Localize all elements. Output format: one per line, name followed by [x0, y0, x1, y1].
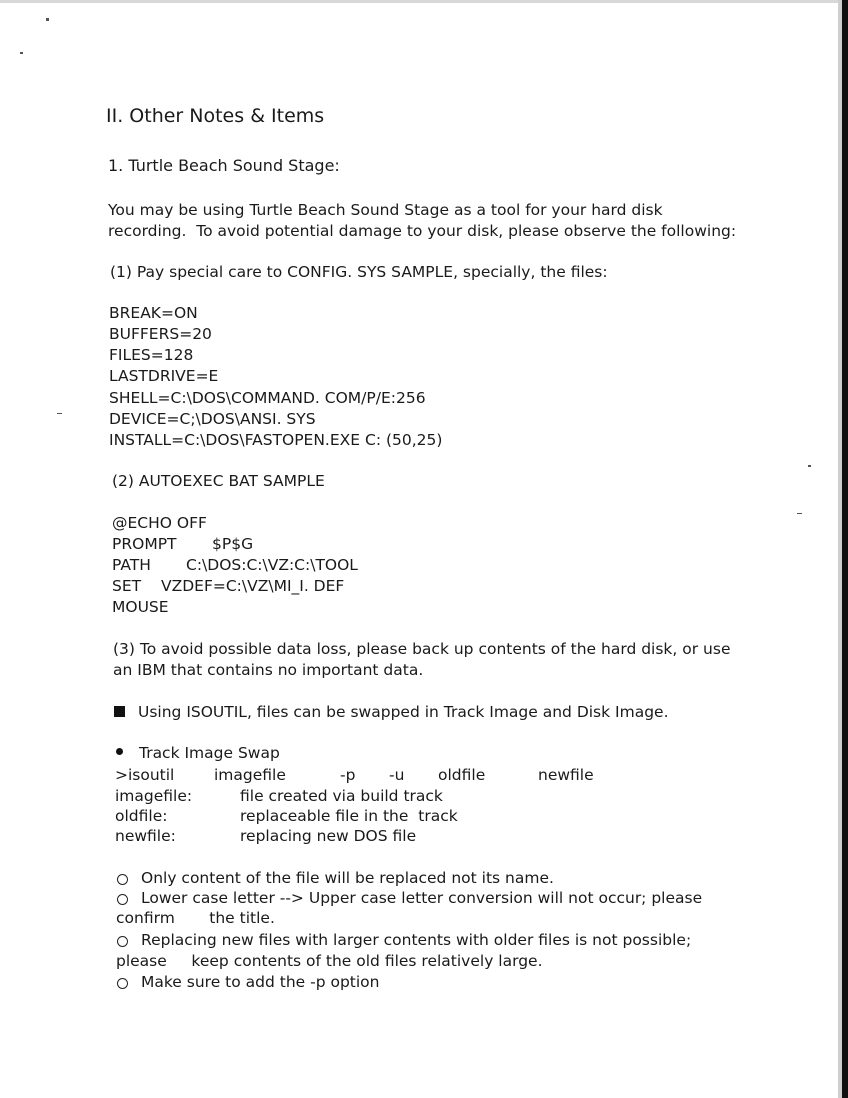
note-line: Lower case letter --> Upper case letter conversion will not occur; please [141, 889, 703, 907]
config-line: BUFFERS=20 [109, 325, 212, 343]
config-line: LASTDRIVE=E [109, 367, 219, 385]
autoexec-prompt-value: $P$G [212, 535, 254, 553]
point-3: (3) To avoid possible data loss, please back up contents of the hard disk, or use [113, 640, 731, 658]
intro-line: recording. To avoid potential damage to your disk, please observe the following: [108, 222, 737, 240]
config-line: SHELL=C:\DOS\COMMAND. COM/P/E:256 [109, 389, 426, 407]
command-arg-newfile: newfile [538, 766, 594, 784]
definition-description: file created via build track [240, 787, 443, 805]
definition-term: imagefile: [115, 787, 193, 805]
section-title: II. Other Notes & Items [106, 105, 325, 127]
note-line: Replacing new files with larger contents with older files is not possible; [141, 931, 692, 949]
autoexec-path-key: PATH [112, 556, 151, 574]
note-line: please keep contents of the old files relatively large. [116, 952, 543, 970]
config-line: DEVICE=C;\DOS\ANSI. SYS [109, 410, 316, 428]
config-line: INSTALL=C:\DOS\FASTOPEN.EXE C: (50,25) [109, 431, 443, 449]
point-2: (2) AUTOEXEC BAT SAMPLE [112, 472, 325, 490]
circle-bullet-icon [117, 894, 128, 905]
scan-speck [797, 513, 802, 514]
isoutil-note: Using ISOUTIL, files can be swapped in Track Image and Disk Image. [138, 703, 669, 721]
track-swap-title: Track Image Swap [139, 744, 280, 762]
command-name: >isoutil [115, 766, 175, 784]
point-3: an IBM that contains no important data. [113, 661, 424, 679]
scan-speck [57, 413, 62, 414]
autoexec-echo: @ECHO OFF [112, 514, 207, 532]
item-title: 1. Turtle Beach Sound Stage: [108, 156, 340, 175]
scan-top-edge [0, 0, 848, 3]
autoexec-path-value: C:\DOS:C:\VZ:C:\TOOL [186, 556, 358, 574]
definition-description: replacing new DOS file [240, 827, 417, 845]
intro-line: You may be using Turtle Beach Sound Stage as a tool for your hard disk [108, 201, 663, 219]
autoexec-set-value: VZDEF=C:\VZ\MI_I. DEF [161, 577, 345, 595]
command-arg-imagefile: imagefile [214, 766, 286, 784]
config-line: FILES=128 [109, 346, 194, 364]
square-bullet-icon [114, 706, 125, 717]
autoexec-prompt-key: PROMPT [112, 535, 177, 553]
note-line: Make sure to add the -p option [141, 973, 380, 991]
command-arg-oldfile: oldfile [438, 766, 486, 784]
scan-speck [46, 18, 49, 21]
definition-term: oldfile: [115, 807, 168, 825]
circle-bullet-icon [117, 978, 128, 989]
note-line: Only content of the file will be replaced not its name. [141, 869, 554, 887]
autoexec-mouse: MOUSE [112, 598, 169, 616]
circle-bullet-icon [117, 874, 128, 885]
autoexec-set-key: SET [112, 577, 142, 595]
definition-term: newfile: [115, 827, 176, 845]
dot-bullet-icon [116, 748, 123, 755]
scan-speck [808, 465, 811, 467]
scan-speck [20, 52, 23, 54]
circle-bullet-icon [117, 936, 128, 947]
point-1: (1) Pay special care to CONFIG. SYS SAMPLE, specially, the files: [110, 263, 608, 281]
command-option-p: -p [340, 766, 356, 784]
definition-description: replaceable file in the track [240, 807, 458, 825]
config-line: BREAK=ON [109, 304, 198, 322]
scan-right-edge [842, 0, 848, 1098]
command-option-u: -u [389, 766, 405, 784]
note-line: confirm the title. [116, 909, 275, 927]
